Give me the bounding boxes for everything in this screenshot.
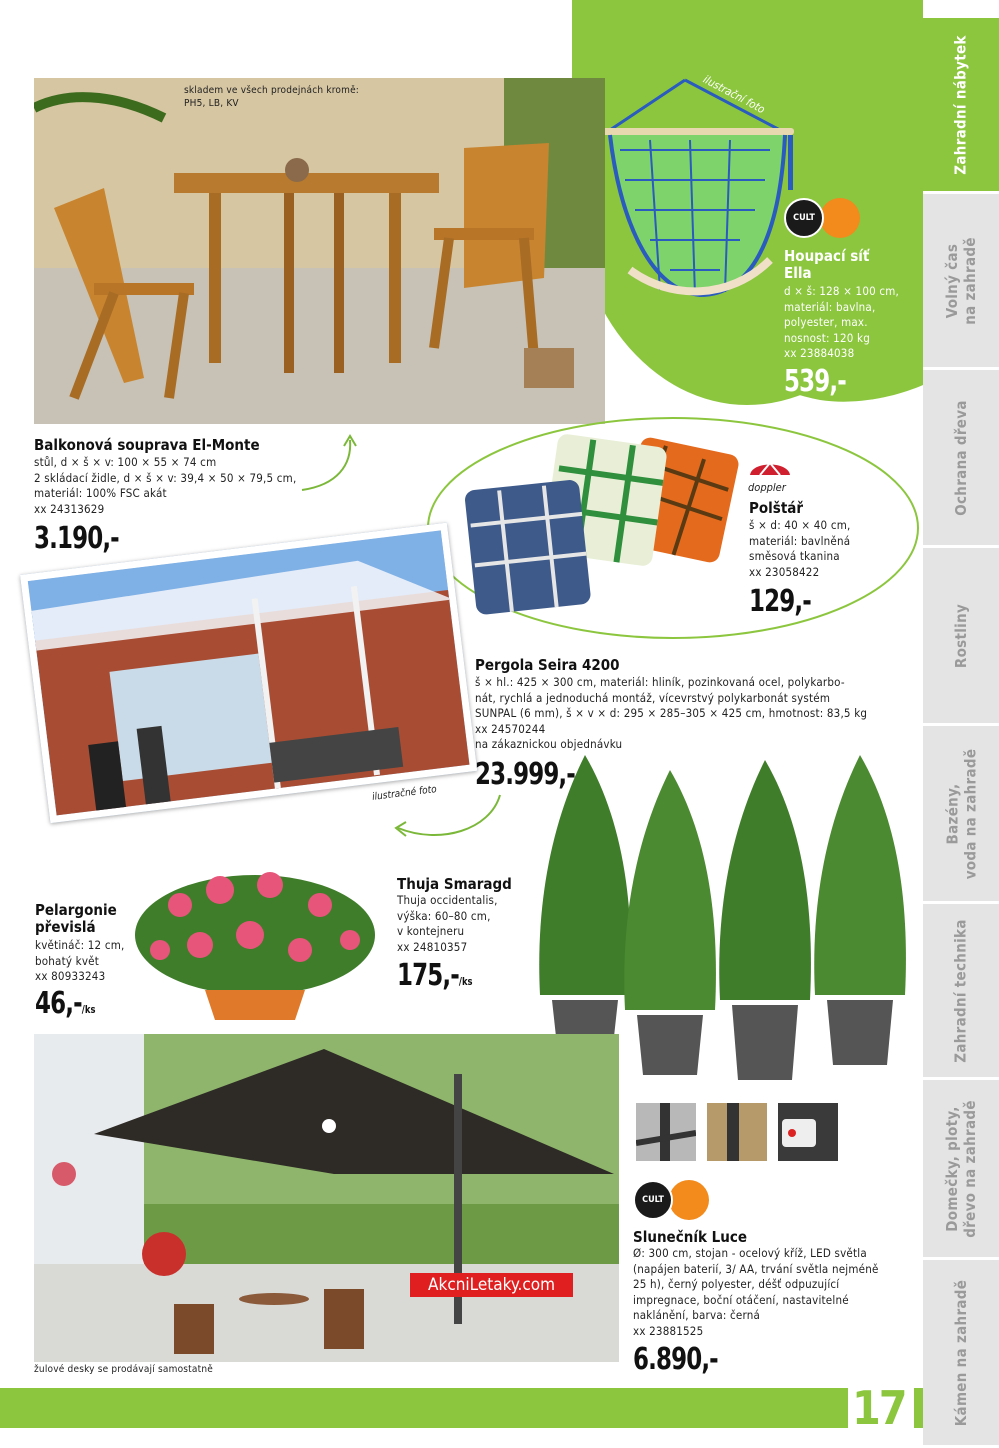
polstar-price: 129,- xyxy=(749,584,811,619)
cult-logo xyxy=(633,1180,709,1220)
tab-bazeny[interactable] xyxy=(923,726,999,904)
cult-logo xyxy=(784,198,860,238)
pelargonie-spec: květináč: 12 cm, bohatý květ xx 80933243 xyxy=(35,938,125,983)
bottom-bar xyxy=(0,1388,923,1428)
pelargonie-image xyxy=(130,855,380,1025)
tab-zahradni-nabytek[interactable] xyxy=(923,18,999,194)
thuja-spec: Thuja occidentalis, výška: 60–80 cm, v kontejneru xx 24810357 xyxy=(397,893,498,954)
balkon-stock-note: skladem ve všech prodejnách kromě: PH5, LB, KV xyxy=(184,85,360,109)
thuja-price-unit: /ks xyxy=(458,975,473,988)
tab-label: Volný čas na zahradě xyxy=(943,236,979,325)
pergola-title: Pergola Seira 4200 xyxy=(475,656,620,674)
balkon-photo xyxy=(34,78,605,424)
watermark: AkcniLetaky.com xyxy=(410,1273,573,1297)
tab-rostliny[interactable] xyxy=(923,548,999,726)
polstar-title: Polštář xyxy=(749,499,804,517)
tab-label: Zahradní technika xyxy=(952,918,971,1063)
detail-thumb-1 xyxy=(636,1103,696,1161)
balkon-title: Balkonová souprava El-Monte xyxy=(34,436,260,454)
tab-volny-cas[interactable] xyxy=(923,194,999,370)
tab-label: Zahradní nábytek xyxy=(952,34,970,175)
hamak-price: 539,- xyxy=(784,364,846,399)
hamak-title: Houpací síť Ella xyxy=(784,247,870,282)
hammock-image xyxy=(590,70,800,310)
balkon-price: 3.190,- xyxy=(34,521,119,556)
polstar-spec: š × d: 40 × 40 cm, materiál: bavlněná směsová tkanina xx 23058422 xyxy=(749,518,851,579)
tab-zahradni-technika[interactable] xyxy=(923,904,999,1080)
tab-ochrana-dreva[interactable] xyxy=(923,370,999,548)
pelargonie-price-unit: /ks xyxy=(81,1003,96,1016)
pergola-price: 23.999,- xyxy=(475,757,575,792)
slunecnik-price: 6.890,- xyxy=(633,1342,718,1377)
detail-thumb-3 xyxy=(778,1103,838,1161)
hamak-photo-note: ilustrační foto xyxy=(700,72,768,117)
cult-logo-orange xyxy=(669,1180,709,1220)
balkon-spec: stůl, d × š × v: 100 × 55 × 74 cm 2 skládací židle, d × š × v: 39,4 × 50 × 79,5 cm, materiál: 100% FSC akát xx 24313629 xyxy=(34,455,297,516)
doppler-brand: doppler xyxy=(748,481,786,494)
doppler-logo xyxy=(748,455,808,494)
tab-label: Ochrana dřeva xyxy=(952,399,970,516)
hamak-spec: d × š: 128 × 100 cm, materiál: bavlna, polyester, max. nosnost: 120 kg xx 23884038 xyxy=(784,284,900,360)
slunecnik-spec: Ø: 300 cm, stojan - ocelový kříž, LED světla (napájen baterií, 3/ AA, trvání světla nejméně 25 h), černý polyester, déšť odpuzující impregnace, boční otáčení, nastavitelné naklánění, barva: černá xx 23881525 xyxy=(633,1246,879,1338)
page-number: 17 xyxy=(852,1381,906,1435)
tab-label: Kámen na zahradě xyxy=(952,1279,970,1426)
pelargonie-price xyxy=(35,988,95,1026)
category-tabs xyxy=(923,18,999,1448)
tab-label: Domečky, ploty, dřevo na zahradě xyxy=(943,1099,979,1238)
tab-domecky[interactable] xyxy=(923,1080,999,1260)
thuja-price xyxy=(397,960,473,998)
pelargonie-title: Pelargonie převislá xyxy=(35,901,117,936)
slunecnik-photo xyxy=(34,1034,619,1362)
pergola-photo-note: ilustračné foto xyxy=(371,784,438,803)
cult-logo-black: CULT xyxy=(784,198,824,238)
pelargonie-price-value: 46,- xyxy=(35,986,82,1021)
slunecnik-title: Slunečník Luce xyxy=(633,1228,747,1246)
pergola-spec: š × hl.: 425 × 300 cm, materiál: hliník, pozinkovaná ocel, polykarbo- nát, rychlá a jednoduchá montáž, vícevrstvý polykarbonát systém SUNPAL (6 mm), š × v × d: 295 × 285–305 × 425 cm, hmotnost: 83,5 kg xx 24570244 na zákaznickou objednávku xyxy=(475,675,868,751)
pergola-photo xyxy=(20,523,477,824)
arrow-decoration xyxy=(390,790,510,850)
arrow-decoration xyxy=(292,430,362,500)
pillows-image xyxy=(455,430,745,630)
cult-logo-orange xyxy=(820,198,860,238)
thuja-title: Thuja Smaragd xyxy=(397,875,512,893)
slunecnik-note: žulové desky se prodávají samostatně xyxy=(34,1364,213,1375)
tab-kamen[interactable] xyxy=(923,1260,999,1448)
umbrella-icon xyxy=(748,455,792,477)
cult-logo-black: CULT xyxy=(633,1180,673,1220)
tab-label: Bazény, voda na zahradě xyxy=(943,748,979,879)
thuja-price-value: 175,- xyxy=(397,958,459,993)
tab-label: Rostliny xyxy=(951,603,970,668)
detail-thumb-2 xyxy=(707,1103,767,1161)
